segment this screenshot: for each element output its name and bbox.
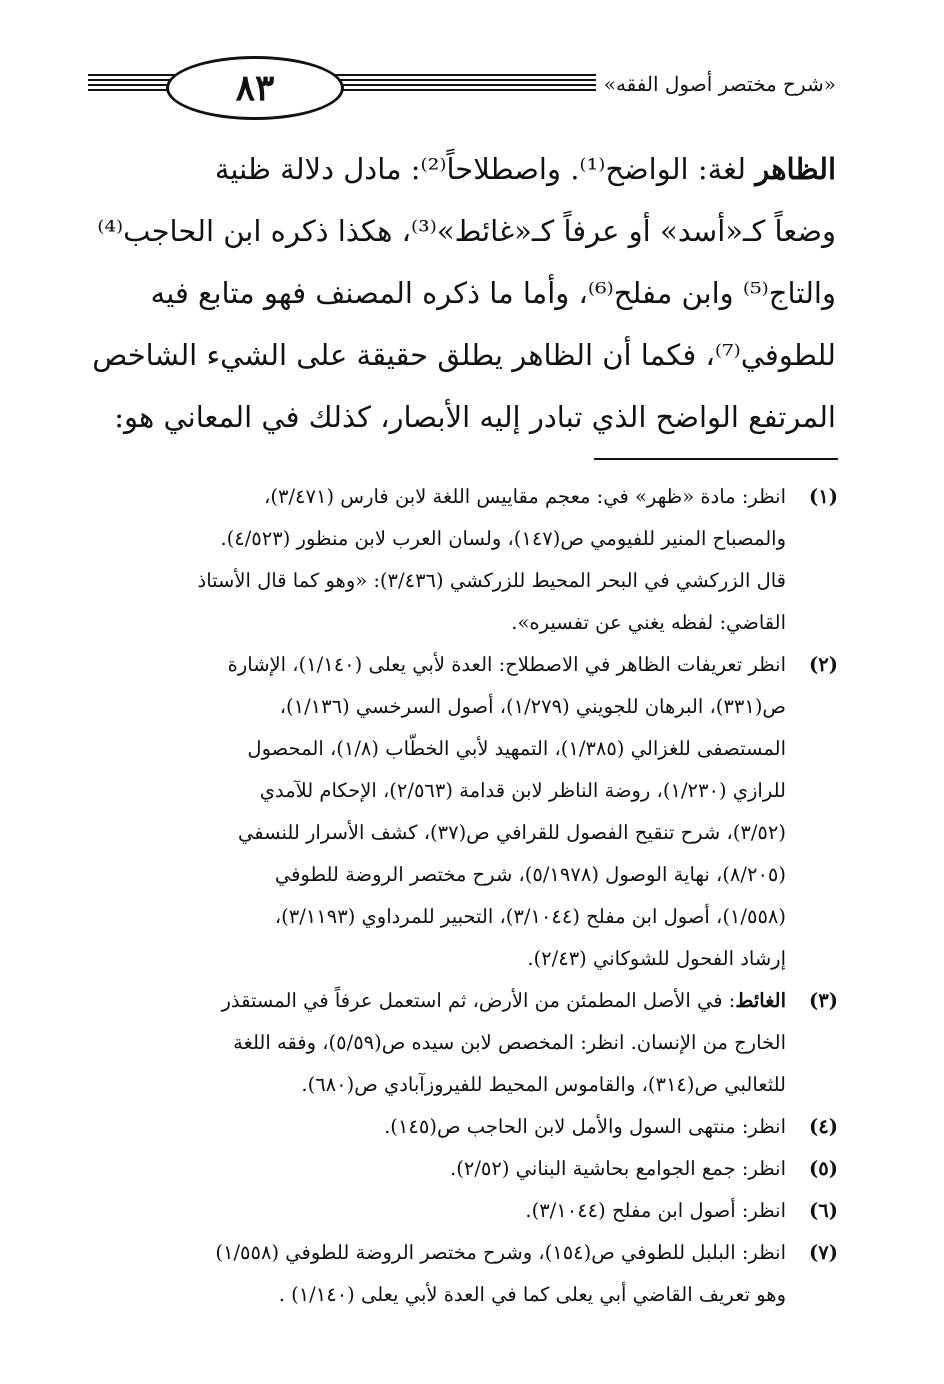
main-text [88, 138, 836, 448]
footnote-number: (٧) [809, 1241, 838, 1264]
footnote-term: الغائط [735, 989, 786, 1012]
footnote-number: (٦) [809, 1199, 838, 1222]
footnote-number: (٤) [809, 1115, 838, 1138]
footnote-number: (٥) [809, 1157, 838, 1180]
footnote-5: (٥) انظر: جمع الجوامع بحاشية البناني (٢/٥٢). [74, 1148, 838, 1190]
footnote-separator [594, 458, 838, 460]
footnote-number: (١) [809, 485, 838, 508]
running-title: «شرح مختصر أصول الفقه» [596, 72, 836, 96]
main-line: وضعاً كـ«أسد» أو عرفاً كـ«غائط»⁽³⁾، هكذا ذكره ابن الحاجب⁽⁴⁾ [97, 214, 836, 248]
footnotes [74, 476, 838, 1316]
footnote-number: (٢) [809, 653, 838, 676]
defined-term: الظاهر [755, 152, 836, 186]
footnote-number: (٣) [809, 989, 838, 1012]
main-line: والتاج⁽⁵⁾ وابن مفلح⁽⁶⁾، وأما ما ذكره المصنف فهو متابع فيه [150, 276, 836, 310]
footnote-4: (٤) انظر: منتهى السول والأمل لابن الحاجب ص(١٤٥). [74, 1106, 838, 1148]
footnote-2: (٢) انظر تعريفات الظاهر في الاصطلاح: العدة لأبي يعلى (١/١٤٠)، الإشارة ص(٣٣١)، البرهان للجويني (١/٢٧٩)، أصول السرخسي (١/١٣٦)، المستصفى للغزالي (١/٣٨٥)، التمهيد لأبي الخطّاب (١/٨)، المحصول للرازي (١/٢٣٠)، روضة الناظر لابن قدامة (٢/٥٦٣)، الإحكام للآمدي (٣/٥٢)، شرح تنقيح الفصول للقرافي ص(٣٧)، كشف الأسرار للنسفي (٨/٢٠٥)، نهاية الوصول (٥/١٩٧٨)، شرح مختصر الروضة للطوفي (١/٥٥٨)، أصول ابن مفلح (٣/١٠٤٤)، التحبير للمرداوي (٣/١١٩٣)، إرشاد الفحول للشوكاني (٢/٤٣). [74, 644, 838, 980]
footnote-6: (٦) انظر: أصول ابن مفلح (٣/١٠٤٤). [74, 1190, 838, 1232]
footnote-3: (٣) الغائط: في الأصل المطمئن من الأرض، ثم استعمل عرفاً في المستقذر الخارج من الإنسان. انظر: المخصص لابن سيده ص(٥/٥٩)، وفقه اللغة للثعالبي ص(٣١٤)، والقاموس المحيط للفيروزآبادي ص(٦٨٠). [74, 980, 838, 1106]
main-line: المرتفع الواضح الذي تبادر إليه الأبصار، كذلك في المعاني هو: [114, 400, 836, 434]
main-line: الظاهر لغة: الواضح⁽¹⁾. واصطلاحاً⁽²⁾: مادل دلالة ظنية [214, 152, 836, 186]
main-line: للطوفي⁽⁷⁾، فكما أن الظاهر يطلق حقيقة على الشيء الشاخص [92, 338, 836, 372]
footnote-1: (١) انظر: مادة «ظهر» في: معجم مقاييس اللغة لابن فارس (٣/٤٧١)، والمصباح المنير للفيومي ص(١٤٧)، ولسان العرب لابن منظور (٤/٥٢٣). قال الزركشي في البحر المحيط للزركشي (٣/٤٣٦): «وهو كما قال الأستاذ القاضي: لفظه يغني عن تفسيره». [74, 476, 838, 644]
footnote-7: (٧) انظر: البلبل للطوفي ص(١٥٤)، وشرح مختصر الروضة للطوفي (١/٥٥٨) وهو تعريف القاضي أبي يعلى كما في العدة لأبي يعلى (١/١٤٠) . [74, 1232, 838, 1316]
page-number: ٨٣ [166, 56, 344, 120]
page-header [88, 52, 836, 122]
